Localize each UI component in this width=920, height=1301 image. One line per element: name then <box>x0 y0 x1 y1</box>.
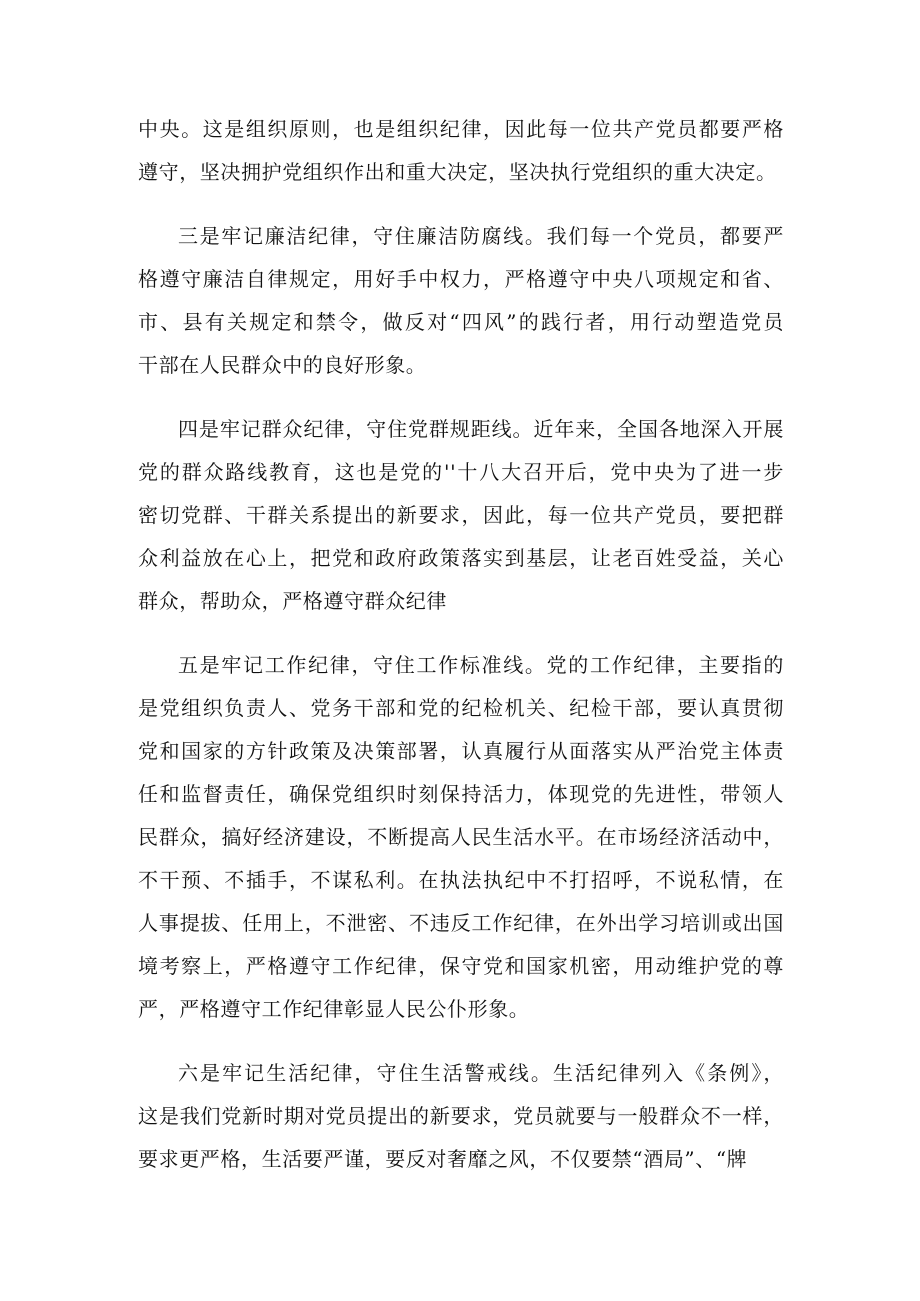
paragraph <box>138 108 784 194</box>
paragraph-line: 不干预、不插手，不谋私利。在执法执纪中不打招呼，不说私情，在 <box>138 868 784 892</box>
document-body <box>138 108 784 1202</box>
paragraph <box>138 1052 784 1181</box>
paragraph-line: 要求更严格，生活要严谨，要反对奢靡之风，不仅要禁“酒局”、“牌 <box>138 1147 748 1171</box>
paragraph-line: 境考察上，严格遵守工作纪律，保守党和国家机密，用动维护党的尊 <box>138 954 784 978</box>
paragraph-line: 格遵守廉洁自律规定，用好手中权力，严格遵守中央八项规定和省、 <box>138 267 784 291</box>
paragraph-line: 密切党群、干群关系提出的新要求，因此，每一位共产党员，要把群 <box>138 503 784 527</box>
paragraph-line: 人事提拔、任用上，不泄密、不违反工作纪律，在外出学习培训或出国 <box>138 911 784 935</box>
paragraph-line: 是党组织负责人、党务干部和党的纪检机关、纪检干部，要认真贯彻 <box>138 696 784 720</box>
paragraph <box>138 408 784 623</box>
paragraph-line: 六是牢记生活纪律，守住生活警戒线。生活纪律列入《条例》， <box>178 1061 784 1085</box>
paragraph-line: 严，严格遵守工作纪律彰显人民公仆形象。 <box>138 997 530 1021</box>
paragraph-line: 四是牢记群众纪律，守住党群规距线。近年来，全国各地深入开展 <box>178 417 784 441</box>
paragraph-line: 群众，帮助众，严格遵守群众纪律 <box>138 589 447 613</box>
paragraph-line: 三是牢记廉洁纪律，守住廉洁防腐线。我们每一个党员，都要严 <box>178 224 784 248</box>
paragraph-line: 遵守，坚决拥护党组织作出和重大决定，坚决执行党组织的重大决定。 <box>138 160 777 184</box>
paragraph-line: 众利益放在心上，把党和政府政策落实到基层，让老百姓受益，关心 <box>138 546 784 570</box>
paragraph-line: 党和国家的方针政策及决策部署，认真履行从面落实从严治党主体责 <box>138 739 784 763</box>
paragraph-line: 五是牢记工作纪律，守住工作标准线。党的工作纪律，主要指的 <box>178 653 784 677</box>
paragraph <box>138 215 784 387</box>
paragraph-line: 干部在人民群众中的良好形象。 <box>138 353 427 377</box>
paragraph-line: 党的群众路线教育，这也是党的''十八大召开后，党中央为了进一步 <box>138 460 784 484</box>
paragraph-line: 任和监督责任，确保党组织时刻保持活力，体现党的先进性，带领人 <box>138 782 784 806</box>
paragraph-line: 民群众，搞好经济建设，不断提高人民生活水平。在市场经济活动中， <box>138 825 784 849</box>
paragraph-line: 市、县有关规定和禁令，做反对“四风”的践行者，用行动塑造党员 <box>138 310 784 334</box>
paragraph-line: 这是我们党新时期对党员提出的新要求，党员就要与一般群众不一样， <box>138 1104 784 1128</box>
paragraph <box>138 644 784 1031</box>
paragraph-line: 中央。这是组织原则，也是组织纪律，因此每一位共产党员都要严格 <box>138 117 784 141</box>
